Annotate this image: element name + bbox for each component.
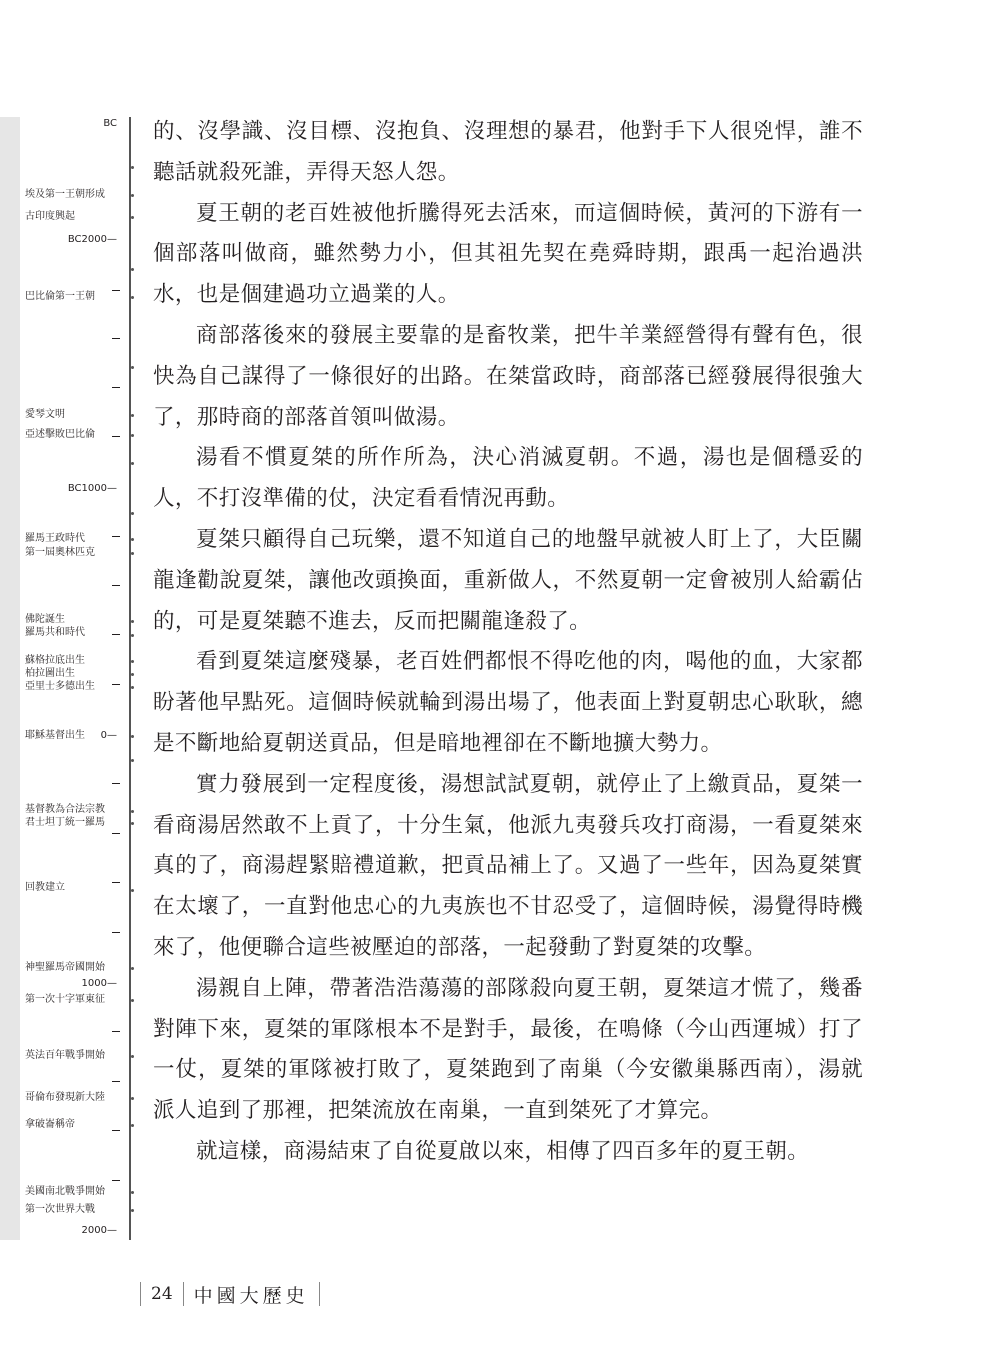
timeline-dot: [131, 538, 134, 541]
timeline-event-columbus: 哥倫布發現新大陸: [25, 1092, 105, 1103]
timeline-dot: [131, 296, 134, 299]
timeline-band: [0, 117, 20, 1240]
timeline-year-bc1000: BC1000—: [67, 483, 117, 494]
timeline-dot: [131, 414, 134, 417]
timeline-axis: [129, 117, 131, 1240]
timeline-event-hre: 神聖羅馬帝國開始: [25, 962, 105, 973]
timeline-event-olympic: 第一屆奧林匹克: [25, 547, 95, 558]
timeline-dot: [131, 1124, 134, 1127]
body-text: [153, 112, 863, 1173]
paragraph: 商部落後來的發展主要靠的是畜牧業，把牛羊業經營得有聲有色，很快為自己謀得了一條很好的出路。在桀當政時，商部落已經發展得很強大了，那時商的部落首領叫做湯。: [153, 322, 863, 430]
timeline-event-constantine: 君士坦丁統一羅馬: [25, 817, 105, 828]
timeline-tick: [112, 338, 120, 339]
timeline-dot: [131, 1191, 134, 1194]
timeline-dot: [131, 735, 134, 738]
timeline-event-hundred-years: 英法百年戰爭開始: [25, 1050, 105, 1061]
timeline-dot: [131, 1055, 134, 1058]
timeline-event-buddha: 佛陀誕生: [25, 614, 65, 625]
timeline-dot: [131, 620, 134, 623]
paragraph: 湯看不慣夏桀的所作所為，決心消滅夏朝。不過，湯也是個穩妥的人，不打沒準備的仗，決定看看情況再動。: [153, 445, 863, 512]
timeline-tick: [112, 634, 120, 635]
timeline-tick: [112, 536, 120, 537]
timeline-dot: [131, 366, 134, 369]
timeline-event-napoleon: 拿破崙稱帝: [25, 1119, 75, 1130]
timeline-tick: [112, 1081, 120, 1082]
timeline-dot: [131, 194, 134, 197]
timeline-event-aristotle: 亞里士多德出生: [25, 681, 95, 692]
timeline-event-ww1: 第一次世界大戰: [25, 1204, 95, 1215]
timeline-event-us-civil-war: 美國南北戰爭開始: [25, 1186, 105, 1197]
footer-divider: [319, 1282, 320, 1306]
timeline-dot: [131, 462, 134, 465]
timeline-event-christianity: 基督教為合法宗教: [25, 804, 105, 815]
timeline-event-islam: 回教建立: [25, 882, 65, 893]
timeline-event-rome-republic: 羅馬共和時代: [25, 627, 85, 638]
timeline-dot: [131, 268, 134, 271]
timeline-event-plato: 柏拉圖出生: [25, 668, 75, 679]
timeline-tick: [112, 932, 120, 933]
timeline-tick: [112, 436, 120, 437]
paragraph: 夏王朝的老百姓被他折騰得死去活來，而這個時候，黃河的下游有一個部落叫做商，雖然勢力小，但其祖先契在堯舜時期，跟禹一起治過洪水，也是個建過功立過業的人。: [153, 200, 863, 308]
timeline-tick: [112, 1180, 120, 1181]
book-title: 中國大歷史: [193, 1284, 309, 1307]
footer-divider: [140, 1282, 141, 1306]
timeline-tick: [112, 684, 120, 685]
paragraph: 湯親自上陣，帶著浩浩蕩蕩的部隊殺向夏王朝，夏桀這才慌了，幾番對陣下來，夏桀的軍隊根本不是對手，最後，在鳴條（今山西運城）打了一仗，夏桀的軍隊被打敗了，夏桀跑到了南巢（今安徽巢縣西南），湯就派人追到了那裡，把桀流放在南巢，一直到桀死了才算完。: [153, 975, 863, 1124]
timeline-dot: [131, 686, 134, 689]
timeline-dot: [131, 889, 134, 892]
timeline-tick: [112, 833, 120, 834]
paragraph: 實力發展到一定程度後，湯想試試夏朝，就停止了上繳貢品，夏桀一看商湯居然敢不上貢了，十分生氣，他派九夷發兵攻打商湯，一看夏桀來真的了，商湯趕緊賠禮道歉，把貢品補上了。又過了一些年，因為夏桀實在太壞了，一直對他忠心的九夷族也不甘忍受了，這個時候，湯覺得時機來了，他便聯合這些被壓迫的部落，一起發動了對夏桀的攻擊。: [153, 771, 863, 960]
timeline-year-zero: 0—: [100, 730, 117, 741]
timeline-dot: [131, 434, 134, 437]
timeline-event-assyria: 亞述擊敗巴比倫: [25, 429, 95, 440]
timeline-dot: [131, 1097, 134, 1100]
timeline-event-babylon1: 巴比倫第一王朝: [25, 291, 95, 302]
timeline-event-crusade: 第一次十字軍東征: [25, 994, 105, 1005]
timeline-year-bc: BC: [103, 118, 117, 129]
timeline-dot: [131, 216, 134, 219]
timeline-event-socrates: 蘇格拉底出生: [25, 655, 85, 666]
timeline-dot: [131, 660, 134, 663]
timeline-dot: [131, 552, 134, 555]
paragraph: 夏桀只顧得自己玩樂，還不知道自己的地盤早就被人盯上了，大臣關龍逢勸說夏桀，讓他改頭換面，重新做人，不然夏朝一定會被別人給霸佔的，可是夏桀聽不進去，反而把關龍逢殺了。: [153, 526, 863, 634]
timeline-year-ad2000: 2000—: [81, 1225, 117, 1236]
footer-divider: [183, 1282, 184, 1306]
timeline-tick: [112, 290, 120, 291]
timeline-tick: [112, 1130, 120, 1131]
timeline-dot: [131, 999, 134, 1002]
timeline-year-bc2000: BC2000—: [67, 234, 117, 245]
timeline-tick: [112, 882, 120, 883]
paragraph: 看到夏桀這麼殘暴，老百姓們都恨不得吃他的肉，喝他的血，大家都盼著他早點死。這個時候就輪到湯出場了，他表面上對夏朝忠心耿耿，總是不斷地給夏朝送貢品，但是暗地裡卻在不斷地擴大勢力。: [153, 649, 863, 756]
timeline-tick: [112, 387, 120, 388]
timeline-event-india: 古印度興起: [25, 211, 75, 222]
timeline-dot: [131, 810, 134, 813]
page-footer: [130, 1281, 330, 1307]
timeline-dot: [131, 1209, 134, 1212]
page-number: 24: [151, 1284, 173, 1304]
paragraph: 就這樣，商湯結束了自從夏啟以來，相傳了四百多年的夏王朝。: [196, 1138, 810, 1164]
paragraph: 的、沒學識、沒目標、沒抱負、沒理想的暴君，他對手下人很兇悍，誰不聽話就殺死誰，弄得天怒人怨。: [153, 119, 863, 185]
timeline-tick: [112, 1031, 120, 1032]
timeline-dot: [131, 166, 134, 169]
timeline-dot: [131, 512, 134, 515]
timeline-year-ad1000: 1000—: [81, 978, 117, 989]
timeline-tick: [112, 585, 120, 586]
timeline-dot: [131, 967, 134, 970]
timeline-dot: [131, 634, 134, 637]
timeline-event-egypt: 埃及第一王朝形成: [25, 189, 105, 200]
timeline-tick: [112, 783, 120, 784]
timeline-event-rome-king: 羅馬王政時代: [25, 533, 85, 544]
timeline-dot: [131, 759, 134, 762]
timeline-dot: [131, 822, 134, 825]
timeline-event-jesus: 耶穌基督出生: [25, 730, 85, 741]
timeline-event-aegean: 愛琴文明: [25, 409, 65, 420]
timeline-dot: [131, 673, 134, 676]
